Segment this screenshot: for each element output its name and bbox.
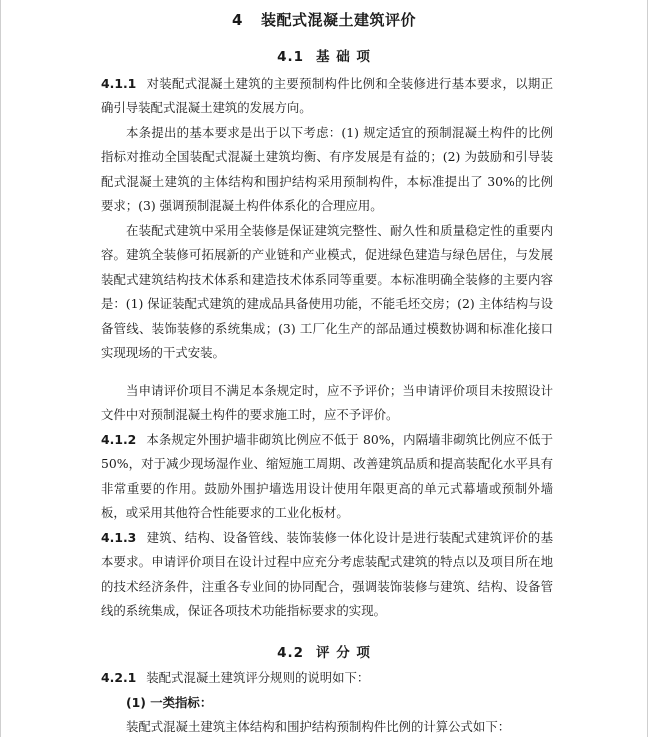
clause-4-1-1 (101, 72, 553, 121)
section-title-4-1 (1, 45, 647, 65)
item-label: (1) 一类指标： (126, 695, 213, 710)
item-category-one (101, 691, 553, 715)
clause-number: 4.1.1 (101, 76, 137, 91)
section-number: 4.1 (277, 49, 304, 65)
clause-4-1-2 (101, 428, 553, 526)
chapter-title (1, 9, 647, 30)
section-title-4-2 (1, 641, 647, 661)
clause-number: 4.2.1 (101, 670, 137, 685)
section-title-text: 评 分 项 (316, 645, 371, 661)
paragraph-basic-requirements: 本条提出的基本要求是出于以下考虑：(1) 规定适宜的预制混凝土构件的比例指标对推动全国装配式混凝土建筑均衡、有序发展是有益的；(2) 为鼓励和引导装配式混凝土建筑的主体结构和围护结构采用预制构件，本标准提出了 30%的比例要求；(3) 强调预制混凝土构件体系化的合理应用。 (101, 125, 553, 214)
section-number: 4.2 (277, 645, 304, 661)
clause-text: 建筑、结构、设备管线、装饰装修一体化设计是进行装配式建筑评价的基本要求。申请评价项目在设计过程中应充分考虑装配式建筑的特点以及项目所在地的技术经济条件，注重各专业间的协同配合，强调装饰装修与建筑、结构、设备管线的系统集成，保证各项技术功能指标要求的实现。 (101, 530, 553, 619)
clause-number: 4.1.3 (101, 530, 137, 545)
paragraph-evaluation-rule: 当申请评价项目不满足本条规定时，应不予评价；当申请评价项目未按照设计文件中对预制混凝土构件的要求施工时，应不予评价。 (101, 383, 553, 423)
clause-4-2-1 (101, 666, 553, 690)
paragraph-full-decoration: 在装配式建筑中采用全装修是保证建筑完整性、耐久性和质量稳定性的重要内容。建筑全装修可拓展新的产业链和产业模式，促进绿色建造与绿色居住，与发展装配式建筑结构技术体系和建造技术体系同等重要。本标准明确全装修的主要内容是：(1) 保证装配式建筑的建成品具备使用功能，不能毛坯交房；(2) 主体结构与设备管线、装饰装修的系统集成；(3) 工厂化生产的部品通过模数协调和标准化接口实现现场的干式安装。 (101, 223, 553, 361)
chapter-number: 4 (232, 11, 243, 29)
paragraph-formula-intro: 装配式混凝土建筑主体结构和围护结构预制构件比例的计算公式如下： (126, 719, 511, 734)
chapter-title-text: 装配式混凝土建筑评价 (260, 11, 416, 29)
clause-text: 对装配式混凝土建筑的主要预制构件比例和全装修进行基本要求，以期正确引导装配式混凝土建筑的发展方向。 (101, 76, 553, 116)
clause-4-1-3 (101, 526, 553, 624)
clause-text: 本条规定外围护墙非砌筑比例应不低于 80%，内隔墙非砌筑比例应不低于 50%，对于减少现场湿作业、缩短施工周期、改善建筑品质和提高装配化水平具有非常重要的作用。鼓励外围护墙选用设计使用年限更高的单元式幕墙或预制外墙板，或采用其他符合性能要求的工业化板材。 (101, 432, 553, 521)
section-title-text: 基 础 项 (316, 49, 371, 65)
clause-text: 装配式混凝土建筑评分规则的说明如下： (146, 670, 370, 685)
clause-number: 4.1.2 (101, 432, 137, 447)
